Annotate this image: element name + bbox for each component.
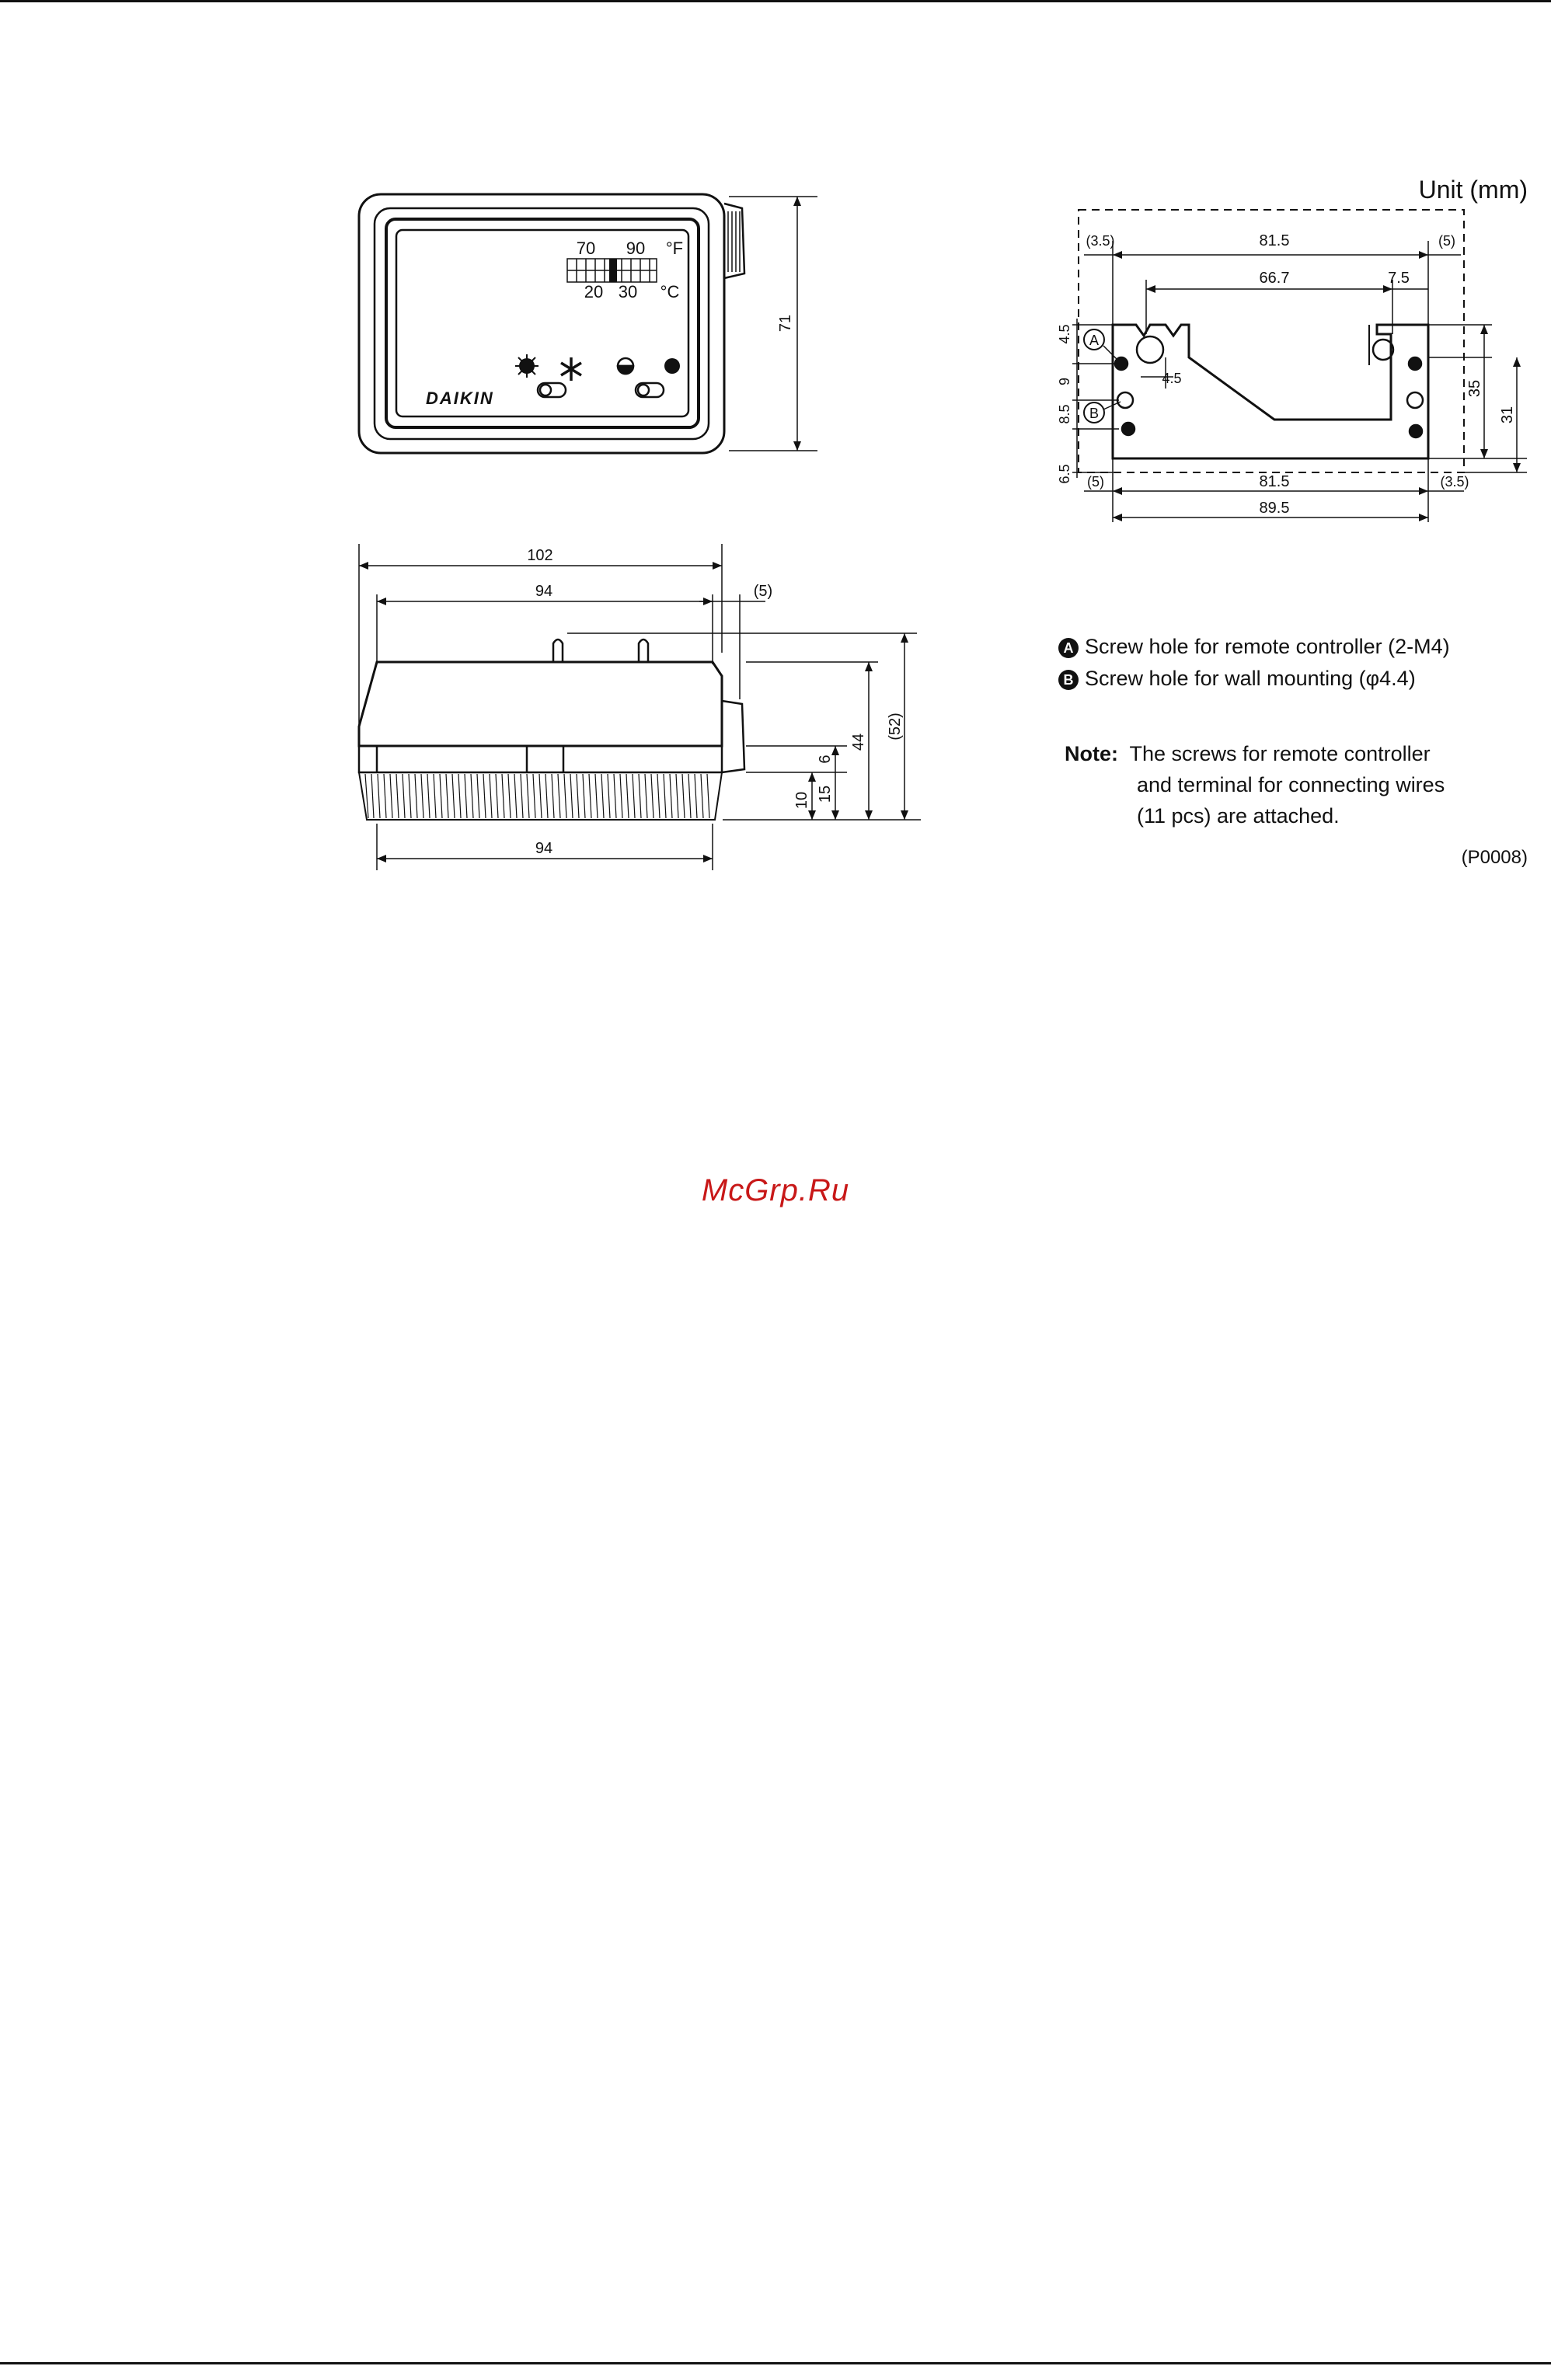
c-scale-30: 30 — [618, 282, 638, 301]
plate-dim-9: 9 — [1057, 377, 1072, 386]
note-line-3: (11 pcs) are attached. — [1137, 804, 1340, 828]
plate-dim-4-5-left: 4.5 — [1057, 324, 1072, 344]
legend-a-mark: A — [1058, 638, 1079, 658]
plate-dim-8-5: 8.5 — [1057, 404, 1072, 424]
legend-a-text: Screw hole for remote controller (2-M4) — [1085, 635, 1450, 658]
note-line-1: The screws for remote controller — [1129, 742, 1431, 765]
dim-10: 10 — [793, 791, 810, 810]
fan-high-icon — [664, 358, 680, 374]
dim-52: (52) — [887, 713, 904, 740]
bottom-rule — [0, 2362, 1551, 2364]
legend-b — [1058, 663, 1416, 694]
plate-label-a: A — [1089, 333, 1100, 348]
plate-dim-3-5-top: (3.5) — [1086, 233, 1115, 249]
screw-hole-b-left — [1117, 392, 1133, 408]
plate-dim-35: 35 — [1466, 379, 1483, 398]
cool-mode-icon — [561, 357, 581, 381]
dim-5-side: (5) — [753, 583, 773, 600]
f-unit: °F — [665, 239, 684, 258]
side-view — [359, 544, 921, 870]
legend-b-mark: B — [1058, 670, 1079, 690]
figure-code: (P0008) — [1461, 847, 1528, 868]
legend-a — [1058, 631, 1450, 662]
f-scale-90: 90 — [626, 239, 646, 258]
plate-dim-81-5-top: 81.5 — [1259, 232, 1290, 249]
c-unit: °C — [660, 282, 680, 301]
f-scale-70: 70 — [576, 239, 596, 258]
plate-dim-31: 31 — [1499, 406, 1516, 424]
plate-dim-3-5-bottom: (3.5) — [1440, 474, 1469, 490]
fan-low-icon — [617, 358, 634, 374]
screw-hole-b-right — [1407, 392, 1423, 408]
plate-dim-89-5: 89.5 — [1259, 500, 1290, 517]
brand-logo: DAIKIN — [426, 389, 494, 408]
note-label: Note: — [1065, 742, 1118, 765]
plate-label-b: B — [1089, 406, 1100, 421]
note-block — [1065, 738, 1445, 831]
plate-dim-7-5: 7.5 — [1388, 270, 1410, 287]
plate-dim-4-5-hole: 4.5 — [1162, 371, 1182, 386]
plate-dim-5-top: (5) — [1438, 233, 1455, 249]
plate-dim-81-5-bottom: 81.5 — [1259, 473, 1290, 490]
heat-mode-icon — [515, 354, 538, 378]
plate-dim-6-5: 6.5 — [1057, 464, 1072, 484]
height-dim-71: 71 — [777, 314, 794, 333]
dim-94-top: 94 — [535, 583, 553, 600]
c-scale-20: 20 — [584, 282, 604, 301]
note-line-2: and terminal for connecting wires — [1137, 773, 1445, 796]
dim-94-bottom: 94 — [535, 840, 553, 857]
unit-label: Unit (mm) — [1418, 176, 1528, 204]
dim-102: 102 — [527, 547, 553, 564]
dim-44: 44 — [850, 733, 867, 751]
screw-hole-a-right — [1409, 357, 1421, 370]
front-view — [359, 194, 817, 453]
plate-dim-5-bottom: (5) — [1087, 474, 1104, 490]
base-hatching — [365, 774, 709, 818]
watermark: McGrp.Ru — [701, 1173, 850, 1207]
dim-15: 15 — [817, 785, 834, 803]
legend-b-text: Screw hole for wall mounting (φ4.4) — [1085, 667, 1416, 690]
dim-6: 6 — [817, 754, 834, 764]
plate-dim-66-7: 66.7 — [1259, 270, 1290, 287]
